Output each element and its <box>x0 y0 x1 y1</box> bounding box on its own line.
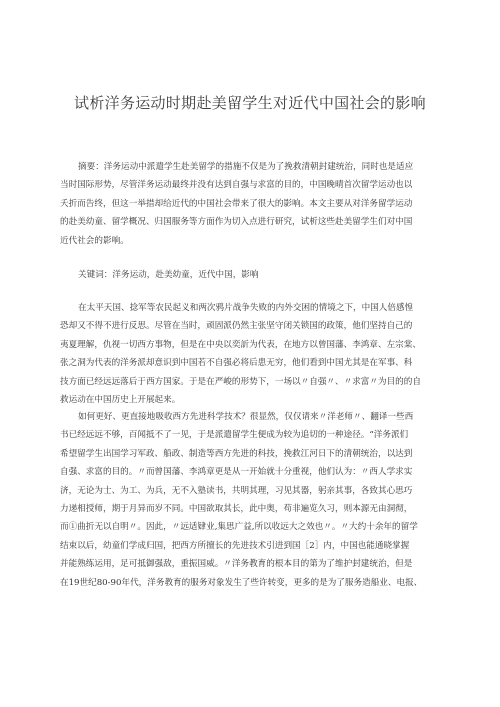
paragraph-line: 在太平天国、捻军等农民起义和两次鸦片战争失败的内外交困的情境之下，中国人倍感惶 <box>78 303 414 313</box>
abstract <box>60 158 443 250</box>
paper-title: 试析洋务运动时期赴美留学生对近代中国社会的影响 <box>74 94 426 112</box>
body-paragraph-2 <box>60 408 443 592</box>
abstract-line: 的赴美幼童、留学概况、归国服务等方面作为切入点进行研究，试析这些赴美留学生们对中国 <box>60 217 413 228</box>
paragraph-line: 希望留学生出国学习军政、船政、制造等西方先进的科技，挽救江河日下的清朝统治，以达到 <box>60 448 413 459</box>
paragraph-line: 而①曲折无以自明〃。因此，〃远适肄业,集思广益,所以收远大之效也〃。〃大约十余年的留学 <box>60 522 418 533</box>
paragraph-line: 张之洞为代表的洋务派却意识到中国若不自强必将后患无穷，他们看到中国尤其是在军事、科 <box>60 358 413 369</box>
paragraph-line: 并能熟练运用，足可抵御强敌，重振国威。〃洋务教育的根本目的第为了维护封建统治，但是 <box>60 559 413 570</box>
abstract-line: 近代社会的影响。 <box>60 235 129 246</box>
abstract-line: 夭折而告终，但这一举措却给近代的中国社会带来了很大的影响。本文主要从对洋务留学运动 <box>60 198 413 209</box>
paragraph-line: 夷夏理解，仇视一切西方事物，但是在中央以奕訢为代表，在地方以曾国藩、李鸿章、左宗棠、 <box>60 339 421 350</box>
paragraph-line: 在19世纪80-90年代，洋务教育的服务对象发生了些许转变，更多的是为了服务造船业、电报、 <box>60 577 423 588</box>
body-paragraph-1 <box>60 299 443 409</box>
keywords-line: 关键词：洋务运动，赴美幼童，近代中国，影响 <box>78 270 259 280</box>
paragraph-line: 书已经远远不够，百闻抵不了一见，于是派遣留学生便成为较为追切的一种途径。“洋务派们 <box>60 430 409 441</box>
paragraph-line: 自强、求富的目的。〃而曾国藩、李鸿章更是从一开始就十分重视，他们认为：〃西人学求实 <box>60 467 413 478</box>
paragraph-line: 技方面已经远远落后于西方国家。于是在严峻的形势下，一场以〃自强〃、〃求富〃为目的的自 <box>60 376 421 387</box>
paragraph-line: 结束以后，幼童们学成归国，把西方所擅长的先进技术引进到国［2］内，中国也能通晓掌握 <box>60 540 410 551</box>
keywords <box>60 266 443 284</box>
abstract-line: 当时国际形势，尽管洋务运动最终并没有达到自强与求富的目的，中国晚晴首次留学运动也以 <box>60 180 413 191</box>
paragraph-line: 如何更好、更直接地吸收西方先进科学技术？很显然，仅仅请来〃洋老师〃、翻译一些西 <box>78 412 414 422</box>
paragraph-line: 力递相授师，期于月异而岁不同。中国欲取其长，此中奥，苟非遍览久习，则本源无由洞彻， <box>60 504 413 515</box>
paragraph-line: 济，无论为士、为工、为兵，无不入塾读书，共明其理，习见其器，躬亲其事，各致其心思巧 <box>60 485 413 496</box>
paragraph-line: 恐却又不得不进行反思。尽管在当时，顽固派仍然主张坚守闭关锁国的政策，他们坚持自己的 <box>60 321 413 332</box>
paragraph-line: 救运动在中国历史上开展起来。 <box>60 395 181 406</box>
abstract-line: 摘要：洋务运动中派遣学生赴美留学的措施不仅是为了挽救清朝封建统治，同时也是适应 <box>78 162 414 172</box>
